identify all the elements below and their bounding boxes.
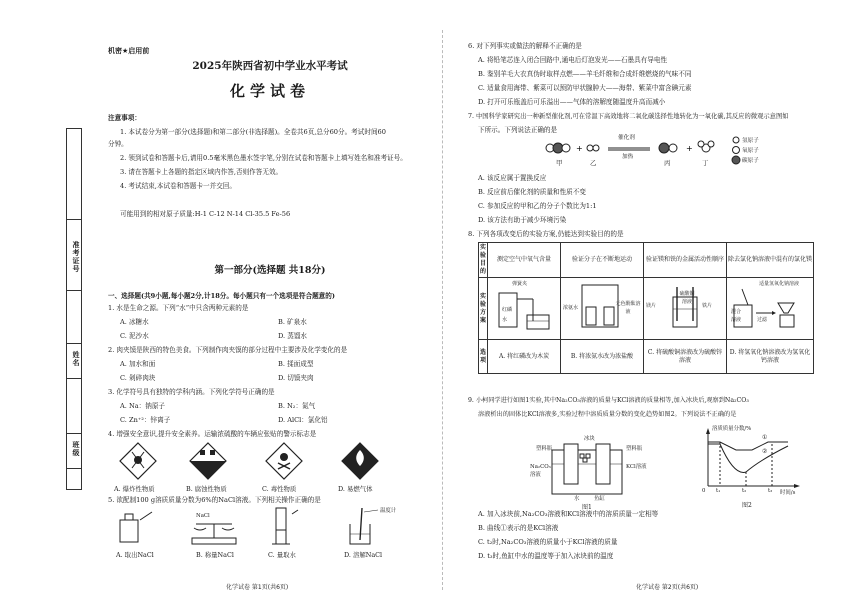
reagent-bottle-icon — [120, 512, 152, 542]
q9-chart-xlabel: 时间/s — [780, 490, 796, 496]
q9-stem-cont: 溶液析出的固体比KCl溶液多,实验过程中溶质质量分数的变化趋势如图2。下列说法不正确的是 — [478, 411, 737, 418]
co-molecule-icon — [659, 143, 677, 153]
beaker-thermometer-icon — [350, 508, 378, 544]
footer-left: 化学试卷 第1页(共6页) — [226, 584, 289, 591]
q7-condition-top: 催化剂 — [618, 135, 635, 141]
h-atom-legend-icon — [733, 137, 739, 143]
q1-option-a[interactable]: A. 冰糖水 — [120, 318, 149, 326]
footer-right: 化学试卷 第2页(共6页) — [636, 584, 699, 591]
q1-option-b[interactable]: B. 矿泉水 — [278, 318, 307, 326]
q8-purpose-b: 验证分子在不断地运动 — [561, 243, 644, 278]
page-divider — [442, 30, 443, 590]
q9-option-b[interactable]: B. 曲线①表示的是KCl溶液 — [478, 524, 559, 532]
q3-stem: 3. 化学符号具有独特的学科内涵。下列化学符号正确的是 — [108, 388, 275, 396]
q9-tick-0: 0 — [702, 488, 706, 494]
notice-item-2: 2. 领到试卷和答题卡后,请用0.5毫米黑色墨水签字笔,分别在试卷和答题卡上填写姓名和准考证号。 — [120, 154, 407, 162]
q7-option-d[interactable]: D. 该方法有助于减少环境污染 — [478, 216, 567, 224]
part1-instruction: 一、选择题(共9小题,每小题2分,计18分。每小题只有一个选项是符合题意的) — [108, 292, 335, 300]
q7-label-yi: 乙 — [590, 159, 597, 167]
q2-option-b[interactable]: B. 揉面成型 — [278, 360, 314, 368]
q7-stem-cont: 下所示。下列说法正确的是 — [478, 126, 558, 134]
q8-plan-d — [727, 278, 814, 340]
q8-experiment-table — [478, 242, 814, 374]
part1-title: 第一部分(选择题 共18分) — [214, 265, 326, 276]
q8-row-plan-header: 实验方案 — [479, 278, 488, 340]
q9-fig1-caption: 图1 — [582, 504, 592, 511]
q6-option-b[interactable]: B. 鉴别羊毛大衣真伪时取样点燃——羊毛纤维和合成纤维燃烧的气味不同 — [478, 70, 692, 78]
q9-tank-label: 鱼缸 — [594, 496, 605, 502]
co2-molecule-icon — [546, 143, 570, 153]
q8-d-mixture-label: 混合溶液 — [731, 309, 742, 323]
q7-option-b[interactable]: B. 反应前后催化剂的质量和性质不变 — [478, 188, 586, 196]
q8-plan-c — [644, 278, 727, 340]
q9-fig2-caption: 图2 — [742, 502, 752, 509]
q2-stem: 2. 肉夹馍是陕西的特色美食。下列制作肉夹馍的部分过程中主要涉及化学变化的是 — [108, 346, 348, 354]
h2-molecule-icon — [587, 145, 599, 151]
q5-option-b[interactable]: B. 称量NaCl — [196, 551, 234, 559]
q9-tick-t2: t₂ — [742, 488, 747, 494]
q8-c-mg-label: 镁片 — [646, 303, 657, 309]
q7-legend-c: 碳原子 — [742, 158, 759, 164]
exam-number-label: 准考证号 — [72, 241, 80, 273]
q7-reaction-diagram — [446, 136, 860, 176]
q5-stem: 5. 欲配制100 g溶质质量分数为6%的NaCl溶液。下列相关操作正确的是 — [108, 496, 321, 504]
measuring-cylinder-icon — [272, 508, 298, 544]
q8-d-filter-label: 过滤 — [757, 317, 768, 323]
q8-a-clamp-label: 弹簧夹 — [512, 281, 528, 287]
q5-nacl-label: NaCl — [196, 513, 210, 519]
q8-purpose-c: 验证镁和铁的金属活动性顺序 — [644, 243, 727, 278]
q4-option-d[interactable]: D. 易燃气体 — [338, 485, 373, 493]
q4-option-b[interactable]: B. 腐蚀性物质 — [186, 485, 227, 493]
svg-text:+: + — [576, 144, 583, 153]
q7-legend-o: 氧原子 — [742, 148, 759, 154]
metal-activity-apparatus-icon — [645, 279, 725, 335]
q8-plan-b — [561, 278, 644, 340]
q7-label-jia: 甲 — [556, 159, 563, 167]
notice-title: 注意事项： — [108, 114, 141, 122]
q9-tick-t3: t₃ — [768, 488, 773, 494]
q3-option-c[interactable]: C. Zn⁺²：锌离子 — [120, 416, 171, 424]
q8-purpose-d: 除去氯化钠溶液中混有的氯化镁 — [727, 243, 814, 278]
c-atom-legend-icon — [732, 156, 740, 164]
q8-row-option-header: 选项 — [479, 340, 488, 374]
q7-legend-h: 氢原子 — [742, 138, 759, 144]
q8-b-phenolphthalein-label: 无色酚酞溶液 — [615, 301, 641, 315]
q1-option-c[interactable]: C. 泥沙水 — [120, 332, 149, 340]
q8-stem: 8. 下列各项改变后的实验方案,仍能达到实验目的的是 — [468, 230, 624, 238]
balance-icon — [192, 524, 236, 544]
q6-stem: 6. 对下列事实或做法的解释不正确的是 — [468, 42, 582, 50]
q7-option-a[interactable]: A. 该反应属于置换反应 — [478, 174, 547, 182]
q9-bottle-left-label: 塑料瓶 — [536, 446, 553, 452]
h2o-molecule-icon — [698, 141, 714, 152]
q2-option-a[interactable]: A. 加水和面 — [120, 360, 156, 368]
q5-option-d[interactable]: D. 溶解NaCl — [344, 551, 383, 559]
q8-row-purpose-header: 实验目的 — [479, 243, 488, 278]
q7-option-c[interactable]: C. 参加反应的甲和乙的分子个数比为1:1 — [478, 202, 597, 210]
q1-stem: 1. 水是生命之源。下列“水”中只含两种元素的是 — [108, 304, 249, 312]
q8-c-fe-label: 铁片 — [702, 303, 713, 309]
q9-water-label: 水 — [574, 496, 580, 502]
exam-title: 2025年陕西省初中学业水平考试 — [192, 60, 348, 72]
q8-purpose-a: 测定空气中氧气含量 — [488, 243, 561, 278]
notice-item-4: 4. 考试结束,本试卷和答题卡一并交回。 — [120, 182, 236, 190]
q4-stem: 4. 增强安全意识,提升安全素养。运输浓硫酸的车辆应张贴的警示标志是 — [108, 430, 317, 438]
q7-label-ding: 丁 — [702, 159, 709, 167]
atomic-masses: 可能用到的相对原子质量:H-1 C-12 N-14 Cl-35.5 Fe-56 — [120, 210, 291, 218]
q8-option-b[interactable]: B. 将浓氨水改为浓盐酸 — [561, 340, 644, 374]
q7-stem: 7. 中国科学家研究出一种新型催化剂,可在常温下高效地将二氧化碳选择性地转化为一氧化碳,其反应的微观示意图如 — [468, 113, 789, 120]
svg-text:+: + — [686, 144, 693, 153]
q5-thermometer-label: 温度计 — [380, 508, 397, 514]
paper-title: 化学试卷 — [229, 82, 310, 100]
q6-option-a[interactable]: A. 将铅笔芯连入闭合回路中,通电后灯泡发光——石墨具有导电性 — [478, 56, 668, 64]
q3-option-d[interactable]: D. AlCl：氯化铝 — [278, 416, 328, 424]
q5-option-c[interactable]: C. 量取水 — [268, 551, 296, 559]
q9-bottle-right-label: 塑料瓶 — [626, 446, 643, 452]
q9-stem: 9. 小柯同学进行如图1实验,其中Na₂CO₃溶液的质量与KCl溶液的质量相等,加入冰块后,观察到Na₂CO₃ — [468, 397, 749, 404]
q9-chart-ylabel: 溶质质量分数/% — [712, 426, 752, 432]
q5-option-a[interactable]: A. 取出NaCl — [116, 551, 154, 559]
q9-na2co3-label: Na₂CO₃溶液 — [530, 464, 551, 478]
q8-b-ammonia-label: 浓氨水 — [563, 305, 579, 311]
q8-option-c[interactable]: C. 将硫酸铜溶液改为硫酸锌溶液 — [644, 340, 727, 374]
class-label: 班级 — [72, 441, 80, 457]
q2-option-d[interactable]: D. 切馍夹肉 — [278, 374, 314, 382]
q9-curve-1-label: ① — [762, 434, 768, 441]
q8-option-a[interactable]: A. 将红磷改为木炭 — [488, 340, 561, 374]
q8-a-water-label: 水 — [502, 317, 508, 323]
q8-d-naoh-label: 适量氢氧化钠溶液 — [759, 281, 800, 287]
q8-c-cuso4-label: 硫酸铜溶液 — [679, 291, 695, 305]
q3-option-a[interactable]: A. Na：钠原子 — [120, 402, 166, 410]
q7-label-bing: 丙 — [664, 159, 671, 167]
notice-item-1-cont: 分钟。 — [108, 140, 128, 148]
q1-option-d[interactable]: D. 蒸馏水 — [278, 332, 308, 340]
q9-curve-2-label: ② — [762, 448, 768, 455]
q8-a-phosphorus-label: 红磷 — [502, 307, 513, 313]
q4-option-a[interactable]: A. 爆炸性物质 — [114, 485, 155, 493]
q7-condition-bottom: 加热 — [622, 154, 634, 160]
notice-item-3: 3. 请在答题卡上各题的指定区域内作答,否则作答无效。 — [120, 168, 283, 176]
q9-option-c[interactable]: C. t₂时,Na₂CO₃溶液的质量小于KCl溶液的质量 — [478, 538, 618, 546]
q2-option-c[interactable]: C. 剁碎肉块 — [120, 374, 156, 382]
q4-option-c[interactable]: C. 毒性物质 — [262, 485, 297, 493]
name-label: 姓名 — [72, 351, 80, 367]
o-atom-legend-icon — [733, 147, 740, 154]
q8-plan-a — [488, 278, 561, 340]
q9-tick-t1: t₁ — [716, 488, 721, 494]
q9-kcl-label: KCl溶液 — [626, 464, 647, 470]
q9-option-d[interactable]: D. t₃时,鱼缸中水的温度等于加入冰块前的温度 — [478, 552, 614, 560]
q9-ice-label: 冰块 — [584, 436, 595, 442]
q8-option-d[interactable]: D. 将氢氧化钠溶液改为氢氧化钙溶液 — [727, 340, 814, 374]
q9-option-a[interactable]: A. 加入冰块前,Na₂CO₃溶液和KCl溶液中的溶质质量一定相等 — [478, 510, 659, 518]
notice-item-1: 1. 本试卷分为第一部分(选择题)和第二部分(非选择题)。全卷共6页,总分60分。考试时间60 — [120, 128, 386, 136]
secret-mark: 机密★启用前 — [108, 47, 150, 55]
q6-option-d[interactable]: D. 打开可乐瓶盖后可乐溢出——气体的溶解度随温度升高而减小 — [478, 98, 666, 106]
q3-option-b[interactable]: B. N₂：氮气 — [278, 402, 316, 410]
q6-option-c[interactable]: C. 适量食用海带、紫菜可以预防甲状腺肿大——海带、紫菜中富含碘元素 — [478, 84, 692, 92]
